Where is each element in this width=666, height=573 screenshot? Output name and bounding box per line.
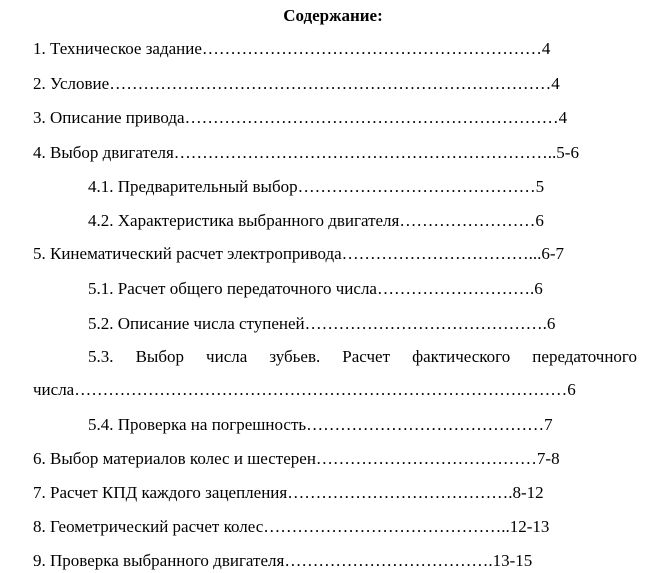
toc-entry: 6. Выбор материалов колес и шестерен…………………………………7-8 [33,449,560,468]
toc-subentry-wrapped-line1: 5.3. Выбор числа зубьев. Расчет фактического передаточного [88,347,637,366]
toc-entry: 9. Проверка выбранного двигателя……………………………….13-15 [33,551,533,570]
toc-subentry: 5.1. Расчет общего передаточного числа……………………….6 [88,279,543,298]
toc-entry: 7. Расчет КПД каждого зацепления………………………………….8-12 [33,483,544,502]
toc-subentry: 5.4. Проверка на погрешность……………………………………7 [88,415,553,434]
toc-subentry: 4.1. Предварительный выбор……………………………………5 [88,177,545,196]
toc-entry: 5. Кинематический расчет электропривода……………………………...6-7 [33,244,565,263]
toc-subentry-wrapped-line2: числа……………………………………………………………………………6 [33,380,576,399]
toc-subentry: 5.2. Описание числа ступеней…………………………………….6 [88,314,556,333]
toc-title: Содержание: [283,6,383,25]
toc-entry: 1. Техническое задание……………………………………………………4 [33,39,551,58]
toc-entry: 4. Выбор двигателя…………………………………………………………..5-6 [33,143,579,162]
toc-entry: 8. Геометрический расчет колес……………………………………..12-13 [33,517,550,536]
toc-entry: 2. Условие……………………………………………………………………4 [33,74,560,93]
toc-entry: 3. Описание привода…………………………………………………………4 [33,108,568,127]
toc-subentry: 4.2. Характеристика выбранного двигателя……………………6 [88,211,544,230]
